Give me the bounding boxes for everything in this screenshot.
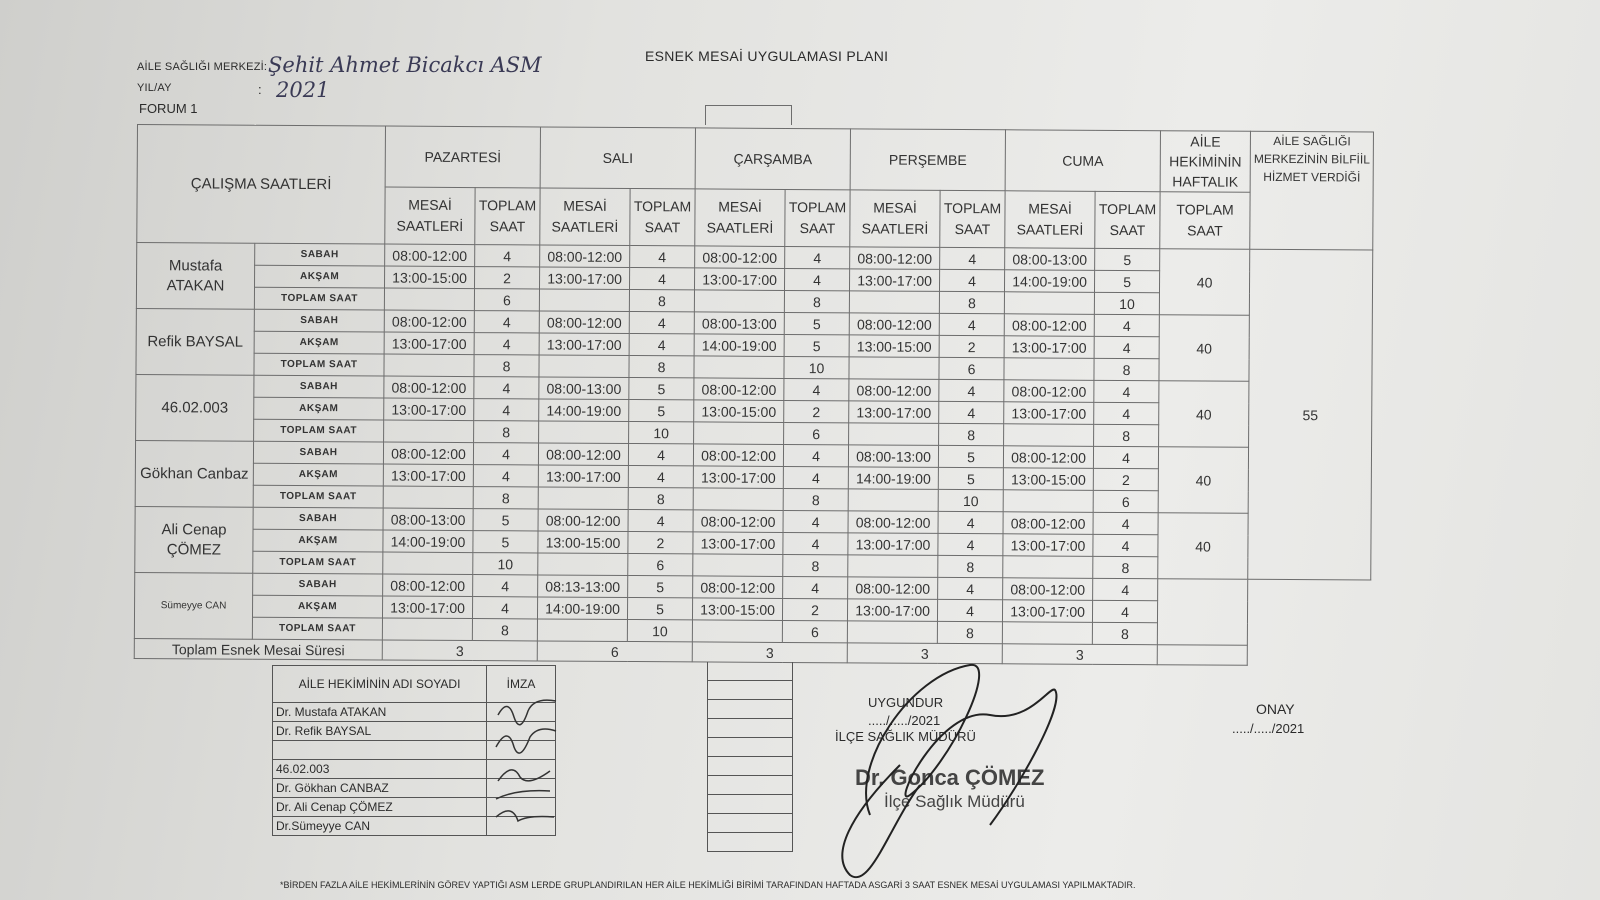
total-cell: 4 [1093, 578, 1158, 600]
total-cell: 4 [474, 333, 539, 355]
form-number: FORUM 1 [139, 101, 198, 116]
slot-label: TOPLAM SAAT [254, 353, 384, 376]
total-cell: 4 [783, 576, 848, 598]
flex-total-value: 3 [692, 642, 847, 663]
hours-cell: 14:00-19:00 [694, 334, 784, 357]
hours-cell: 08:00-12:00 [539, 311, 629, 334]
slot-label: AKŞAM [255, 265, 385, 288]
hours-cell: 08:00-12:00 [694, 378, 784, 401]
total-cell: 6 [784, 422, 849, 444]
hours-cell: 13:00-15:00 [849, 335, 939, 358]
weekly-total-header: AİLE HEKİMİNİN HAFTALIK [1160, 131, 1250, 193]
hours-cell [694, 422, 784, 445]
total-cell: 2 [1093, 468, 1158, 490]
hours-cell: 08:00-12:00 [848, 511, 938, 534]
hours-cell [694, 290, 784, 313]
hours-cell [692, 620, 782, 643]
hours-cell: 13:00-17:00 [538, 465, 628, 488]
year-label: YIL/AY [137, 82, 172, 94]
total-cell: 4 [939, 379, 1004, 401]
total-cell: 4 [939, 401, 1004, 423]
hours-cell [694, 356, 784, 379]
doctor-name: Ali Cenap ÇÖMEZ [135, 506, 253, 573]
slot-label: TOPLAM SAAT [253, 551, 383, 574]
signature-name: Dr. Mustafa ATAKAN [273, 703, 487, 722]
hours-cell [538, 553, 628, 576]
hours-cell: 08:13-13:00 [538, 575, 628, 598]
hours-cell: 13:00-17:00 [850, 269, 940, 292]
hours-cell: 08:00-12:00 [693, 576, 783, 599]
hours-cell: 08:00-12:00 [849, 379, 939, 402]
hours-cell: 08:00-12:00 [850, 247, 940, 270]
day-header-friday: CUMA [1005, 130, 1160, 192]
day-header-monday: PAZARTESİ [385, 126, 540, 188]
hours-cell: 13:00-17:00 [1004, 402, 1094, 425]
total-cell: 4 [475, 245, 540, 267]
hours-cell [1002, 622, 1092, 645]
hours-cell [693, 488, 783, 511]
hours-cell [539, 355, 629, 378]
total-cell: 6 [628, 554, 693, 576]
health-center-name: Şehit Ahmet Bicakcı ASM [268, 53, 542, 77]
total-cell: 8 [939, 291, 1004, 313]
hours-cell: 13:00-17:00 [848, 533, 938, 556]
hours-cell: 08:00-12:00 [1004, 314, 1094, 337]
total-cell: 4 [474, 399, 539, 421]
sub-header-hours: MESAİ SAATLERİ [540, 188, 630, 246]
total-cell: 8 [472, 619, 537, 641]
total-cell: 5 [629, 400, 694, 422]
sub-header-hours: MESAİ SAATLERİ [385, 187, 475, 245]
year-separator: : [258, 82, 262, 97]
total-cell: 10 [473, 553, 538, 575]
empty-cell [1157, 645, 1247, 666]
hours-cell: 08:00-12:00 [385, 244, 475, 267]
total-cell: 4 [940, 247, 1005, 269]
total-cell: 4 [1094, 336, 1159, 358]
empty-box-column [707, 662, 793, 852]
total-cell: 5 [628, 598, 693, 620]
total-cell: 5 [473, 531, 538, 553]
hours-cell [537, 619, 627, 642]
hours-cell: 13:00-17:00 [1004, 336, 1094, 359]
flex-schedule-table [134, 124, 1374, 667]
weekly-total: 40 [1159, 249, 1249, 316]
sub-header-total: TOPLAM SAAT [1095, 191, 1160, 248]
header-box [705, 105, 792, 125]
sub-header-total: TOPLAM SAAT [940, 190, 1005, 247]
slot-label: AKŞAM [253, 463, 383, 486]
hours-cell: 08:00-12:00 [383, 574, 473, 597]
total-cell: 6 [782, 620, 847, 642]
total-cell: 6 [1093, 490, 1158, 512]
day-header-tuesday: SALI [540, 127, 695, 189]
hours-cell: 08:00-12:00 [693, 444, 783, 467]
total-cell: 8 [1093, 556, 1158, 578]
hours-cell [1004, 424, 1094, 447]
hours-cell: 08:00-12:00 [383, 442, 473, 465]
hours-cell: 14:00-19:00 [538, 597, 628, 620]
total-cell: 10 [938, 489, 1003, 511]
footnote: *BİRDEN FAZLA AİLE HEKİMLERİNİN GÖREV YAPTIĞI ASM LERDE GRUPLANDIRILAN HER AİLE HEKİMLİĞİ BİRİMİ TARAFINDAN HAFTADA ASGARİ 3 SAAT ESNEK MESAİ UYGULAMASI YAPILMAKTADIR. [280, 880, 1136, 890]
signature-name: Dr. Gökhan CANBAZ [273, 779, 487, 798]
signature-name-header: AİLE HEKİMİNİN ADI SOYADI [273, 666, 487, 703]
hours-cell: 08:00-13:00 [539, 377, 629, 400]
hours-cell: 08:00-12:00 [1003, 578, 1093, 601]
total-cell: 4 [783, 532, 848, 554]
hours-cell: 13:00-17:00 [384, 398, 474, 421]
total-cell: 8 [629, 290, 694, 312]
hours-cell [847, 621, 937, 644]
empty-cell [1247, 579, 1371, 666]
hours-cell: 08:00-12:00 [384, 310, 474, 333]
doctor-name: Gökhan Canbaz [135, 440, 253, 507]
total-cell: 4 [783, 466, 848, 488]
total-cell: 4 [784, 378, 849, 400]
total-cell: 4 [1093, 446, 1158, 468]
hours-cell: 13:00-17:00 [540, 267, 630, 290]
total-cell: 4 [1093, 600, 1158, 622]
total-cell: 5 [938, 445, 1003, 467]
work-hours-header: ÇALIŞMA SAATLERİ [137, 125, 386, 245]
total-cell: 4 [785, 268, 850, 290]
hours-cell: 13:00-15:00 [538, 531, 628, 554]
hours-cell: 08:00-13:00 [848, 445, 938, 468]
page-title: ESNEK MESAİ UYGULAMASI PLANI [645, 48, 889, 64]
signature-name: Dr. Refik BAYSAL [273, 722, 487, 741]
slot-label: SABAH [254, 375, 384, 398]
total-cell: 6 [939, 357, 1004, 379]
signature-name [273, 741, 487, 760]
hours-cell: 08:00-12:00 [1003, 512, 1093, 535]
onay-date: ...../...../2021 [1232, 721, 1305, 736]
signature-name: 46.02.003 [273, 760, 487, 779]
total-cell: 4 [938, 533, 1003, 555]
weekly-sub-header: TOPLAM SAAT [1160, 192, 1250, 250]
total-cell: 4 [473, 575, 538, 597]
slot-label: TOPLAM SAAT [253, 485, 383, 508]
total-cell: 2 [475, 267, 540, 289]
onay-label: ONAY [1256, 701, 1295, 717]
total-cell: 5 [784, 334, 849, 356]
flex-total-value: 3 [382, 640, 537, 661]
hours-cell [849, 291, 939, 314]
slot-label: SABAH [254, 309, 384, 332]
hours-cell [538, 487, 628, 510]
slot-label: TOPLAM SAAT [252, 617, 382, 640]
total-cell: 4 [1093, 512, 1158, 534]
hours-cell [539, 289, 629, 312]
hours-cell: 08:00-12:00 [1004, 380, 1094, 403]
hours-cell: 13:00-17:00 [384, 332, 474, 355]
hours-cell: 13:00-17:00 [695, 268, 785, 291]
hours-cell: 14:00-19:00 [1005, 270, 1095, 293]
flex-total-value: 6 [537, 641, 692, 662]
doctor-name: 46.02.003 [136, 374, 254, 441]
approval-uygundur: UYGUNDUR [868, 695, 944, 710]
total-cell: 8 [474, 421, 539, 443]
total-cell: 4 [629, 312, 694, 334]
total-cell: 8 [784, 290, 849, 312]
total-cell: 4 [628, 510, 693, 532]
hours-cell [384, 288, 474, 311]
total-cell: 5 [938, 467, 1003, 489]
weekly-total: 40 [1158, 513, 1248, 580]
hours-cell [1003, 490, 1093, 513]
hours-cell [384, 354, 474, 377]
weekly-total: 40 [1158, 447, 1248, 514]
hours-cell: 13:00-15:00 [385, 266, 475, 289]
sub-header-hours: MESAİ SAATLERİ [695, 189, 785, 247]
total-cell: 4 [938, 577, 1003, 599]
hours-cell: 13:00-17:00 [849, 401, 939, 424]
slot-label: TOPLAM SAAT [254, 287, 384, 310]
total-cell: 8 [1094, 358, 1159, 380]
weekly-total: 40 [1159, 381, 1249, 448]
hours-cell: 13:00-17:00 [383, 596, 473, 619]
doctor-name: Refik BAYSAL [136, 308, 254, 375]
total-cell: 8 [1094, 424, 1159, 446]
sub-header-hours: MESAİ SAATLERİ [1005, 191, 1095, 249]
signature-name: Dr. Ali Cenap ÇÖMEZ [273, 798, 487, 817]
hours-cell: 08:00-12:00 [540, 245, 630, 268]
total-cell: 4 [473, 465, 538, 487]
hours-cell: 08:00-12:00 [695, 246, 785, 269]
total-cell: 4 [630, 246, 695, 268]
total-cell: 4 [473, 597, 538, 619]
total-cell: 8 [938, 555, 1003, 577]
hours-cell: 14:00-19:00 [383, 530, 473, 553]
slot-label: SABAH [253, 507, 383, 530]
flex-total-value: 3 [1002, 644, 1157, 665]
slot-label: SABAH [255, 243, 385, 266]
total-cell: 4 [940, 269, 1005, 291]
hours-cell [849, 423, 939, 446]
slot-label: SABAH [253, 441, 383, 464]
total-cell: 8 [473, 487, 538, 509]
total-cell: 8 [629, 356, 694, 378]
hours-cell [693, 554, 783, 577]
total-cell: 4 [783, 444, 848, 466]
hours-cell: 08:00-12:00 [538, 443, 628, 466]
total-cell: 8 [937, 621, 1002, 643]
signature-name: Dr.Sümeyye CAN [273, 817, 487, 836]
hours-cell: 13:00-17:00 [1003, 534, 1093, 557]
hours-cell [539, 421, 629, 444]
flex-total-value: 3 [847, 643, 1002, 664]
total-cell: 8 [474, 355, 539, 377]
total-cell: 8 [783, 554, 848, 576]
total-cell: 10 [784, 356, 849, 378]
total-cell: 6 [474, 289, 539, 311]
total-cell: 4 [473, 443, 538, 465]
hours-cell [383, 486, 473, 509]
total-cell: 8 [783, 488, 848, 510]
approval-signature [830, 645, 1080, 895]
total-cell: 4 [474, 311, 539, 333]
hours-cell [1003, 556, 1093, 579]
total-cell: 4 [938, 599, 1003, 621]
total-cell: 4 [630, 268, 695, 290]
hours-cell: 08:00-12:00 [538, 509, 628, 532]
sub-header-hours: MESAİ SAATLERİ [850, 190, 940, 248]
center-service-header: AİLE SAĞLIĞI MERKEZİNİN BİLFİİL HİZMET VERDİĞİ [1250, 131, 1374, 250]
doctor-name: Sümeyye CAN [134, 572, 252, 639]
total-cell: 5 [473, 509, 538, 531]
hours-cell [1004, 292, 1094, 315]
sub-header-total: TOPLAM SAAT [630, 189, 695, 246]
total-cell: 4 [938, 511, 1003, 533]
signature-scribbles [490, 695, 560, 835]
total-cell: 4 [1094, 314, 1159, 336]
total-cell: 10 [1094, 292, 1159, 314]
total-cell: 4 [474, 377, 539, 399]
hours-cell: 14:00-19:00 [848, 467, 938, 490]
slot-label: AKŞAM [253, 529, 383, 552]
day-header-thursday: PERŞEMBE [850, 129, 1005, 191]
slot-label: TOPLAM SAAT [254, 419, 384, 442]
approval-role: İLÇE SAĞLIK MÜDÜRÜ [835, 729, 976, 744]
total-cell: 8 [628, 488, 693, 510]
hours-cell: 13:00-17:00 [693, 532, 783, 555]
hours-cell: 08:00-12:00 [848, 577, 938, 600]
hours-cell: 13:00-17:00 [848, 599, 938, 622]
hours-cell: 08:00-13:00 [383, 508, 473, 531]
total-cell: 8 [939, 423, 1004, 445]
year-value: 2021 [276, 78, 330, 102]
hours-cell: 13:00-15:00 [693, 598, 783, 621]
total-cell: 5 [1095, 270, 1160, 292]
day-header-wednesday: ÇARŞAMBA [695, 128, 850, 190]
hours-cell [848, 489, 938, 512]
total-cell: 4 [939, 313, 1004, 335]
total-cell: 4 [629, 334, 694, 356]
stamp-title: İlçe Sağlık Müdürü [884, 792, 1025, 811]
total-cell: 5 [628, 576, 693, 598]
total-cell: 10 [627, 620, 692, 642]
total-cell: 4 [1093, 534, 1158, 556]
hours-cell [1004, 358, 1094, 381]
flex-total-label: Toplam Esnek Mesai Süresi [134, 638, 382, 660]
signature-sign-header: İMZA [487, 666, 556, 703]
hours-cell: 13:00-17:00 [383, 464, 473, 487]
stamp-name: Dr. Gonca ÇÖMEZ [855, 765, 1045, 790]
total-cell: 5 [1095, 248, 1160, 270]
weekly-total [1157, 579, 1247, 646]
hours-cell: 08:00-12:00 [384, 376, 474, 399]
total-cell: 5 [784, 312, 849, 334]
slot-label: AKŞAM [254, 331, 384, 354]
sub-header-total: TOPLAM SAAT [785, 189, 850, 246]
hours-cell: 13:00-17:00 [1003, 600, 1093, 623]
hours-cell: 13:00-17:00 [539, 333, 629, 356]
slot-label: AKŞAM [252, 595, 382, 618]
total-cell: 4 [1094, 402, 1159, 424]
hours-cell: 13:00-17:00 [693, 466, 783, 489]
total-cell: 4 [628, 466, 693, 488]
total-cell: 5 [629, 378, 694, 400]
hours-cell: 13:00-15:00 [694, 400, 784, 423]
approval-date: ...../...../2021 [868, 713, 941, 728]
health-center-label: AİLE SAĞLIĞI MERKEZİ: [137, 61, 268, 73]
total-cell: 2 [628, 532, 693, 554]
hours-cell: 08:00-12:00 [693, 510, 783, 533]
total-cell: 2 [783, 598, 848, 620]
hours-cell: 13:00-15:00 [1003, 468, 1093, 491]
hours-cell [383, 552, 473, 575]
hours-cell: 08:00-12:00 [1003, 446, 1093, 469]
doctor-name: Mustafa ATAKAN [136, 243, 254, 310]
total-cell: 4 [628, 444, 693, 466]
slot-label: SABAH [253, 573, 383, 596]
total-cell: 8 [1092, 622, 1157, 644]
total-cell: 4 [785, 246, 850, 268]
hours-cell [384, 420, 474, 443]
hours-cell: 08:00-13:00 [694, 312, 784, 335]
hours-cell [848, 555, 938, 578]
total-cell: 4 [783, 510, 848, 532]
total-cell: 2 [939, 335, 1004, 357]
hours-cell: 14:00-19:00 [539, 399, 629, 422]
slot-label: AKŞAM [254, 397, 384, 420]
hours-cell: 08:00-13:00 [1005, 248, 1095, 271]
hours-cell [382, 618, 472, 641]
hours-cell [849, 357, 939, 380]
center-service-value: 55 [1248, 249, 1373, 580]
sub-header-total: TOPLAM SAAT [475, 188, 540, 245]
total-cell: 4 [1094, 380, 1159, 402]
total-cell: 10 [629, 422, 694, 444]
total-cell: 2 [784, 400, 849, 422]
hours-cell: 08:00-12:00 [849, 313, 939, 336]
weekly-total: 40 [1159, 315, 1249, 382]
